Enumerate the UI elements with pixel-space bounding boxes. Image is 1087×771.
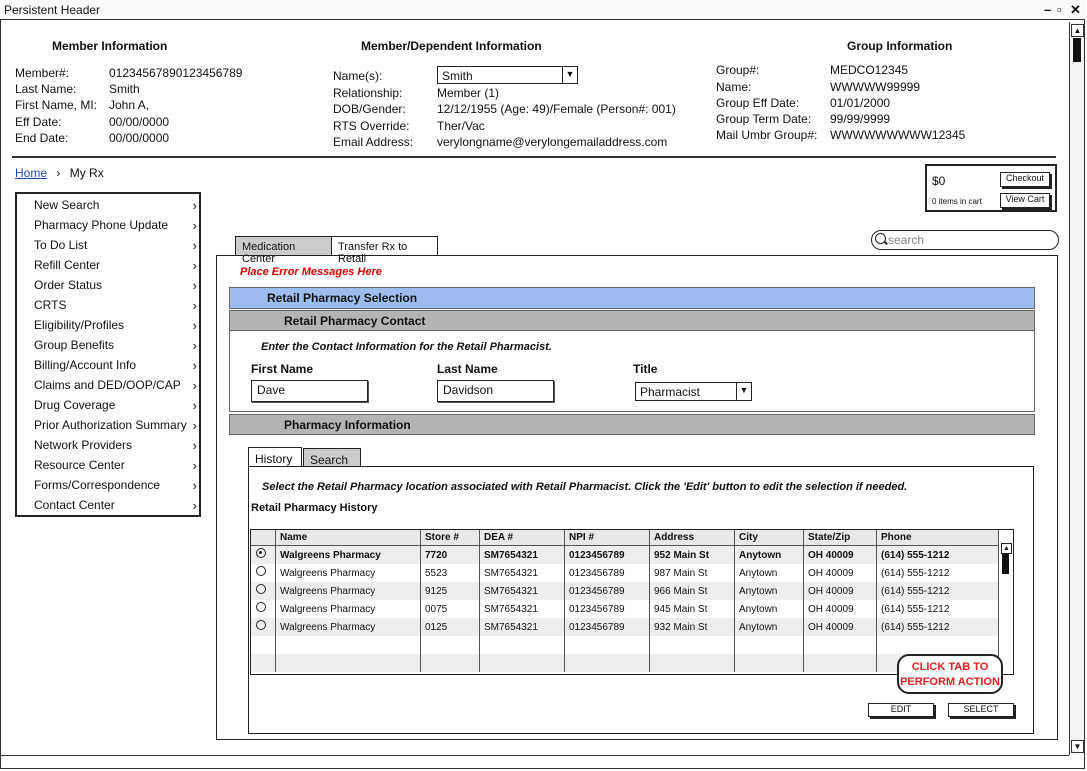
first-name-field-label: First Name	[251, 362, 314, 376]
table-header-row	[251, 530, 999, 546]
table-cell: 932 Main St	[650, 618, 735, 636]
table-cell	[421, 654, 480, 672]
table-cell: Anytown	[735, 600, 804, 618]
table-row[interactable]	[251, 618, 999, 636]
table-cell: 966 Main St	[650, 582, 735, 600]
sidebar-item-label: Prior Authorization Summary	[34, 418, 187, 432]
group-eff-label: Group Eff Date:	[716, 96, 800, 110]
dob-gender-label: DOB/Gender:	[333, 102, 406, 116]
group-name-label: Name:	[716, 80, 752, 94]
chevron-right-icon: ›	[192, 498, 197, 513]
tab-search[interactable]: Search	[303, 448, 361, 466]
chevron-right-icon: ›	[192, 358, 197, 373]
title-bar	[0, 0, 1085, 20]
breadcrumb	[15, 166, 104, 180]
pharmacy-history-table	[250, 529, 1014, 675]
chevron-right-icon: ›	[192, 478, 197, 493]
sidebar-item-label: Resource Center	[34, 458, 125, 472]
tab-history[interactable]: History	[248, 447, 302, 467]
table-cell: (614) 555-1212	[877, 618, 999, 636]
maximize-icon[interactable]: ▫	[1057, 2, 1062, 17]
sidebar-item-label: Contact Center	[34, 498, 115, 512]
table-cell: OH 40009	[804, 582, 877, 600]
table-cell: (614) 555-1212	[877, 600, 999, 618]
chevron-right-icon: ›	[192, 318, 197, 333]
chevron-right-icon: ›	[192, 378, 197, 393]
retail-pharmacy-contact-header: Retail Pharmacy Contact	[229, 310, 1035, 331]
callout-note: CLICK TAB TO PERFORM ACTION	[897, 654, 1003, 694]
chevron-right-icon: ›	[192, 418, 197, 433]
sidebar-item-drug-coverage[interactable]	[17, 397, 199, 415]
first-name-value: John A,	[109, 98, 150, 112]
scroll-thumb[interactable]	[1073, 38, 1081, 62]
table-cell: Walgreens Pharmacy	[276, 582, 421, 600]
error-message: Place Error Messages Here	[240, 266, 382, 278]
rts-override-value: Ther/Vac	[437, 119, 485, 133]
table-cell	[421, 636, 480, 654]
table-cell: SM7654321	[480, 546, 565, 565]
last-name-field[interactable]: Davidson	[437, 380, 554, 402]
search-placeholder: search	[888, 233, 925, 247]
table-cell: Walgreens Pharmacy	[276, 618, 421, 636]
close-icon[interactable]: ✕	[1070, 2, 1081, 17]
chevron-right-icon: ›	[192, 218, 197, 233]
sidebar-item-label: Pharmacy Phone Update	[34, 218, 169, 232]
rts-override-label: RTS Override:	[333, 119, 410, 133]
group-name-value: WWWWW99999	[830, 80, 920, 94]
sidebar-item-claims-and-ded-oop-cap[interactable]	[17, 377, 199, 395]
cart-widget	[925, 164, 1057, 212]
table-row[interactable]	[251, 564, 999, 582]
first-name-label: First Name, MI:	[15, 98, 98, 112]
sidebar-item-to-do-list[interactable]	[17, 237, 199, 255]
eff-date-value: 00/00/0000	[109, 115, 170, 129]
table-cell	[480, 654, 565, 672]
table-cell	[804, 654, 877, 672]
table-cell: 7720	[421, 546, 480, 565]
chevron-right-icon: ›	[192, 198, 197, 213]
table-cell: Walgreens Pharmacy	[276, 546, 421, 565]
table-cell	[276, 636, 421, 654]
group-id-label: Group#:	[716, 63, 760, 77]
column-header: NPI #	[565, 530, 650, 546]
member-id-label: Member#:	[15, 66, 70, 80]
view-cart-button[interactable]: View Cart	[1000, 193, 1050, 208]
sidebar-item-group-benefits[interactable]	[17, 337, 199, 355]
chevron-right-icon: ›	[192, 238, 197, 253]
group-term-value: 99/99/9999	[830, 112, 891, 126]
scroll-down-icon[interactable]: ▼	[1071, 740, 1084, 753]
cart-items-count: 0 items in cart	[932, 197, 982, 206]
column-header: Name	[276, 530, 421, 546]
table-cell: 0075	[421, 600, 480, 618]
table-cell: 9125	[421, 582, 480, 600]
table-cell: SM7654321	[480, 618, 565, 636]
first-name-field[interactable]: Dave	[251, 380, 368, 402]
sidebar-item-refill-center[interactable]	[17, 257, 199, 275]
retail-pharmacy-selection-header: Retail Pharmacy Selection	[229, 287, 1035, 309]
sidebar-item-label: Group Benefits	[34, 338, 115, 352]
last-name-label: Last Name:	[15, 82, 77, 96]
contact-instruction: Enter the Contact Information for the Retail Pharmacist.	[261, 341, 552, 353]
table-cell	[877, 636, 999, 654]
breadcrumb-home-link[interactable]: Home	[15, 166, 48, 180]
table-row[interactable]	[251, 546, 999, 565]
sidebar-item-label: Eligibility/Profiles	[34, 318, 125, 332]
chevron-right-icon: ›	[192, 338, 197, 353]
sidebar-item-label: New Search	[34, 198, 100, 212]
chevron-right-icon: ›	[192, 258, 197, 273]
names-dropdown[interactable]	[437, 66, 578, 84]
sidebar-item-label: CRTS	[34, 298, 67, 312]
table-cell: 952 Main St	[650, 546, 735, 565]
chevron-right-icon: ›	[192, 298, 197, 313]
names-label: Name(s):	[333, 69, 383, 83]
email-label: Email Address:	[333, 135, 414, 149]
title-dropdown[interactable]	[635, 382, 752, 401]
table-cell: 0125	[421, 618, 480, 636]
sidebar-item-resource-center[interactable]	[17, 457, 199, 475]
row-radio-button[interactable]	[256, 620, 266, 630]
sidebar-item-label: To Do List	[34, 238, 88, 252]
search-input[interactable]	[871, 230, 1059, 250]
email-value: verylongname@verylongemailaddress.com	[437, 135, 668, 149]
last-name-field-label: Last Name	[437, 362, 498, 376]
table-cell: Anytown	[735, 564, 804, 582]
sidebar-item-network-providers[interactable]	[17, 437, 199, 455]
chevron-right-icon: ›	[192, 438, 197, 453]
title-field-label: Title	[633, 362, 658, 376]
table-cell: 945 Main St	[650, 600, 735, 618]
table-cell: SM7654321	[480, 600, 565, 618]
table-cell	[565, 636, 650, 654]
sidebar-item-eligibility-profiles[interactable]	[17, 317, 199, 335]
group-term-label: Group Term Date:	[716, 112, 812, 126]
table-cell: 0123456789	[565, 600, 650, 618]
table-scrollbar[interactable]	[998, 542, 1012, 673]
sidebar-item-label: Forms/Correspondence	[34, 478, 161, 492]
table-cell: Anytown	[735, 618, 804, 636]
pharmacy-information-header: Pharmacy Information	[229, 414, 1035, 435]
chevron-down-icon: ▼	[562, 67, 577, 83]
sidebar-item-order-status[interactable]	[17, 277, 199, 295]
member-info-title: Member Information	[52, 39, 168, 53]
table-scroll-thumb[interactable]	[1002, 554, 1009, 574]
table-cell: 0123456789	[565, 618, 650, 636]
relationship-label: Relationship:	[333, 86, 403, 100]
table-cell: (614) 555-1212	[877, 546, 999, 565]
scroll-up-icon[interactable]: ▲	[1071, 24, 1084, 37]
chevron-down-icon: ▼	[736, 383, 751, 400]
table-cell	[565, 654, 650, 672]
sidebar-item-new-search[interactable]	[17, 197, 199, 215]
sidebar-item-prior-authorization-summary[interactable]	[17, 417, 199, 435]
column-header: State/Zip	[804, 530, 877, 546]
sidebar-item-label: Network Providers	[34, 438, 133, 452]
sidebar-item-pharmacy-phone-update[interactable]	[17, 217, 199, 235]
table-cell	[650, 636, 735, 654]
horizontal-scrollbar[interactable]	[0, 755, 1069, 768]
breadcrumb-separator-icon: ›	[56, 166, 61, 180]
table-cell: Walgreens Pharmacy	[276, 564, 421, 582]
sidebar-item-billing-account-info[interactable]	[17, 357, 199, 375]
row-radio-button[interactable]	[256, 566, 266, 576]
end-date-label: End Date:	[15, 131, 69, 145]
table-cell: Anytown	[735, 582, 804, 600]
edit-button[interactable]: EDIT	[868, 703, 934, 717]
column-header: DEA #	[480, 530, 565, 546]
checkout-button[interactable]: Checkout	[1000, 172, 1050, 187]
member-id-value: 01234567890123456789	[109, 66, 243, 80]
table-cell	[735, 636, 804, 654]
tab-medication-center[interactable]: Medication Center	[235, 236, 332, 255]
sidebar-menu	[15, 192, 201, 517]
select-cell	[251, 636, 276, 654]
header-divider	[12, 156, 1056, 158]
table-cell	[650, 654, 735, 672]
cart-amount: $0	[932, 174, 946, 188]
row-radio-button[interactable]	[256, 602, 266, 612]
relationship-value: Member (1)	[437, 86, 500, 100]
mail-umbr-label: Mail Umbr Group#:	[716, 128, 818, 142]
minimize-icon[interactable]: –	[1044, 2, 1052, 17]
table-cell: (614) 555-1212	[877, 582, 999, 600]
column-header: Store #	[421, 530, 480, 546]
sidebar-item-forms-correspondence[interactable]	[17, 477, 199, 495]
sidebar-item-label: Billing/Account Info	[34, 358, 137, 372]
group-eff-value: 01/01/2000	[830, 96, 891, 110]
dob-gender-value: 12/12/1955 (Age: 49)/Female (Person#: 001)	[437, 102, 676, 116]
group-info-title: Group Information	[847, 39, 953, 53]
table-cell: 0123456789	[565, 582, 650, 600]
names-selected: Smith	[442, 69, 473, 83]
history-instruction: Select the Retail Pharmacy location associated with Retail Pharmacist. Click the 'Edit' button to edit the selection if needed.	[262, 481, 908, 493]
window-title: Persistent Header	[4, 3, 101, 17]
column-header: City	[735, 530, 804, 546]
sidebar-item-label: Drug Coverage	[34, 398, 116, 412]
chevron-right-icon: ›	[192, 458, 197, 473]
chevron-right-icon: ›	[192, 398, 197, 413]
breadcrumb-current: My Rx	[69, 166, 104, 180]
scroll-up-icon[interactable]: ▲	[1001, 543, 1012, 554]
title-selected: Pharmacist	[640, 385, 701, 399]
table-cell: Walgreens Pharmacy	[276, 600, 421, 618]
column-header: Phone	[877, 530, 999, 546]
mail-umbr-value: WWWWWWWWW12345	[830, 128, 966, 142]
table-cell: SM7654321	[480, 582, 565, 600]
row-radio-button[interactable]	[256, 584, 266, 594]
sidebar-item-label: Claims and DED/OOP/CAP	[34, 378, 181, 392]
table-cell: Anytown	[735, 546, 804, 565]
table-cell: 0123456789	[565, 564, 650, 582]
end-date-value: 00/00/0000	[109, 131, 170, 145]
table-row	[251, 636, 999, 654]
row-radio-button[interactable]	[256, 548, 266, 558]
table-cell: OH 40009	[804, 618, 877, 636]
table-cell: OH 40009	[804, 564, 877, 582]
select-column-header	[251, 530, 276, 546]
chevron-right-icon: ›	[192, 278, 197, 293]
history-title: Retail Pharmacy History	[251, 502, 378, 514]
sidebar-item-label: Refill Center	[34, 258, 101, 272]
dependent-info-title: Member/Dependent Information	[361, 39, 542, 53]
table-cell: OH 40009	[804, 600, 877, 618]
table-cell	[735, 654, 804, 672]
table-cell: 987 Main St	[650, 564, 735, 582]
table-cell: OH 40009	[804, 546, 877, 565]
search-icon	[875, 233, 886, 244]
sidebar-item-contact-center[interactable]	[17, 497, 199, 515]
table-cell: 5523	[421, 564, 480, 582]
table-row[interactable]	[251, 600, 999, 618]
table-cell: SM7654321	[480, 564, 565, 582]
select-cell	[251, 654, 276, 672]
group-id-value: MEDCO12345	[830, 63, 909, 77]
table-cell	[804, 636, 877, 654]
column-header: Address	[650, 530, 735, 546]
page-scrollbar[interactable]	[1069, 22, 1084, 755]
table-cell: (614) 555-1212	[877, 564, 999, 582]
table-row	[251, 654, 999, 672]
table-row[interactable]	[251, 582, 999, 600]
sidebar-item-label: Order Status	[34, 278, 103, 292]
tab-transfer-rx-to-retail[interactable]: Transfer Rx to Retail	[331, 236, 438, 256]
table-cell	[480, 636, 565, 654]
last-name-value: Smith	[109, 82, 140, 96]
table-cell: 0123456789	[565, 546, 650, 565]
eff-date-label: Eff Date:	[15, 115, 62, 129]
table-cell	[276, 654, 421, 672]
sidebar-item-crts[interactable]	[17, 297, 199, 315]
select-button[interactable]: SELECT	[948, 703, 1014, 717]
